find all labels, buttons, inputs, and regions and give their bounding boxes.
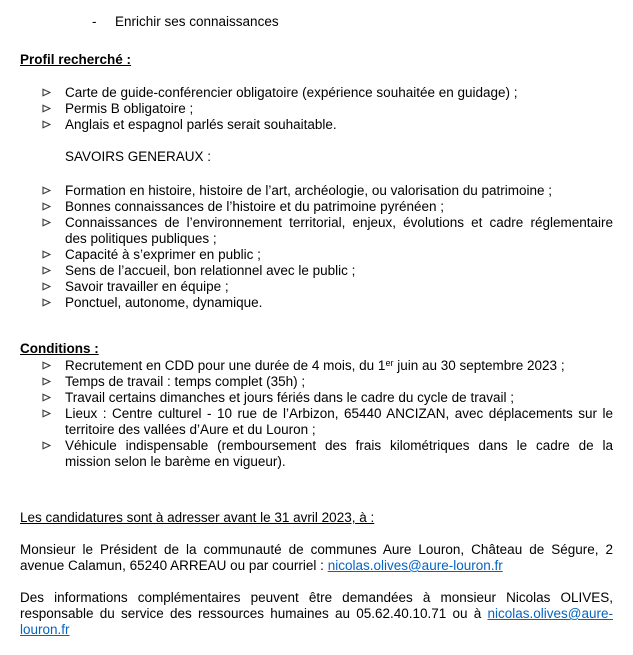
arrow-bullet-icon: [42, 393, 51, 402]
savoirs-subheading: SAVOIRS GENERAUX :: [65, 149, 212, 164]
list-item-text: Carte de guide-conférencier obligatoire (expérience souhaitée en guidage) ;: [65, 85, 518, 100]
address-line: Monsieur le Président de la communauté de communes Aure Louron, Château de Ségure, 2: [20, 542, 613, 557]
list-item: [20, 85, 613, 101]
dash-bullet: -: [92, 14, 97, 29]
email-link[interactable]: louron.fr: [20, 622, 70, 637]
list-item: [20, 295, 613, 311]
profil-list: [20, 85, 613, 133]
arrow-bullet-icon: [42, 409, 51, 418]
arrow-bullet-icon: [42, 377, 51, 386]
email-link[interactable]: nicolas.olives@aure-: [487, 606, 613, 621]
list-item-text: Lieux : Centre culturel - 10 rue de l’Arbizon, 65440 ANCIZAN, avec déplacements sur le: [65, 406, 613, 421]
arrow-bullet-icon: [42, 104, 51, 113]
list-item-text: mission selon le barème en vigueur).: [65, 454, 286, 469]
ordinal-superscript: er: [385, 358, 394, 368]
conditions-list: [20, 358, 613, 470]
list-item: [20, 406, 613, 438]
list-item: [20, 117, 613, 133]
arrow-bullet-icon: [42, 202, 51, 211]
list-item-text: des politiques publiques ;: [65, 231, 217, 246]
list-item-text: Permis B obligatoire ;: [65, 101, 194, 116]
list-item-text: Sens de l’accueil, bon relationnel avec le public ;: [65, 263, 356, 278]
list-item: [20, 215, 613, 247]
dash-item-text: Enrichir ses connaissances: [115, 14, 279, 29]
list-item-text: Ponctuel, autonome, dynamique.: [65, 295, 263, 310]
address-line: [20, 558, 613, 574]
arrow-bullet-icon: [42, 218, 51, 227]
list-item-text: Véhicule indispensable (remboursement des frais kilométriques dans le cadre de la: [65, 438, 613, 453]
address-paragraph: [20, 542, 613, 574]
savoirs-list: [20, 183, 613, 311]
list-item: [20, 199, 613, 215]
list-item-text: Capacité à s’exprimer en public ;: [65, 247, 261, 262]
arrow-bullet-icon: [42, 250, 51, 259]
list-item-text: Formation en histoire, histoire de l’art, archéologie, ou valorisation du patrimoine ;: [65, 183, 553, 198]
list-item-text: Temps de travail : temps complet (35h) ;: [65, 374, 306, 389]
list-item-text: Savoir travailler en équipe ;: [65, 279, 229, 294]
list-item-text: [65, 358, 565, 373]
section-heading-conditions: Conditions :: [20, 341, 99, 356]
list-item: [20, 279, 613, 295]
info-paragraph: [20, 590, 613, 638]
email-link[interactable]: nicolas.olives@aure-louron.fr: [327, 558, 503, 573]
arrow-bullet-icon: [42, 186, 51, 195]
document-page: [20, 14, 613, 638]
arrow-bullet-icon: [42, 298, 51, 307]
list-item-text: Connaissances de l’environnement territorial, enjeux, évolutions et cadre réglementaire: [65, 215, 613, 230]
info-line: [20, 622, 613, 638]
section-heading-profil: Profil recherché :: [20, 52, 132, 67]
list-item-text: Anglais et espagnol parlés serait souhaitable.: [65, 117, 337, 132]
arrow-bullet-icon: [42, 266, 51, 275]
list-item: [20, 263, 613, 279]
list-item: [20, 247, 613, 263]
date-suffix: juin au 30 septembre 2023 ;: [393, 358, 565, 373]
list-item: [20, 374, 613, 390]
list-item: [20, 183, 613, 199]
candidatures-heading: Les candidatures sont à adresser avant le 31 avril 2023, à :: [20, 510, 375, 525]
list-item-text: Bonnes connaissances de l’histoire et du patrimoine pyrénéen ;: [65, 199, 444, 214]
arrow-bullet-icon: [42, 441, 51, 450]
info-line: [20, 606, 613, 622]
arrow-bullet-icon: [42, 120, 51, 129]
address-text: avenue Calamun, 65240 ARREAU ou par courriel :: [20, 558, 328, 573]
list-item-text: Travail certains dimanches et jours fériés dans le cadre du cycle de travail ;: [65, 390, 514, 405]
dash-list-item: [92, 14, 613, 30]
arrow-bullet-icon: [42, 361, 51, 370]
list-item-text: territoire des vallées d’Aure et du Louron ;: [65, 422, 316, 437]
date-prefix: Recrutement en CDD pour une durée de 4 mois, du 1: [65, 358, 386, 373]
arrow-bullet-icon: [42, 88, 51, 97]
info-text: responsable du service des ressources humaines au 05.62.40.10.71 ou à: [20, 606, 488, 621]
arrow-bullet-icon: [42, 282, 51, 291]
list-item: [20, 358, 613, 374]
list-item: [20, 438, 613, 470]
info-line: Des informations complémentaires peuvent être demandées à monsieur Nicolas OLIVES,: [20, 590, 613, 605]
list-item: [20, 101, 613, 117]
list-item: [20, 390, 613, 406]
